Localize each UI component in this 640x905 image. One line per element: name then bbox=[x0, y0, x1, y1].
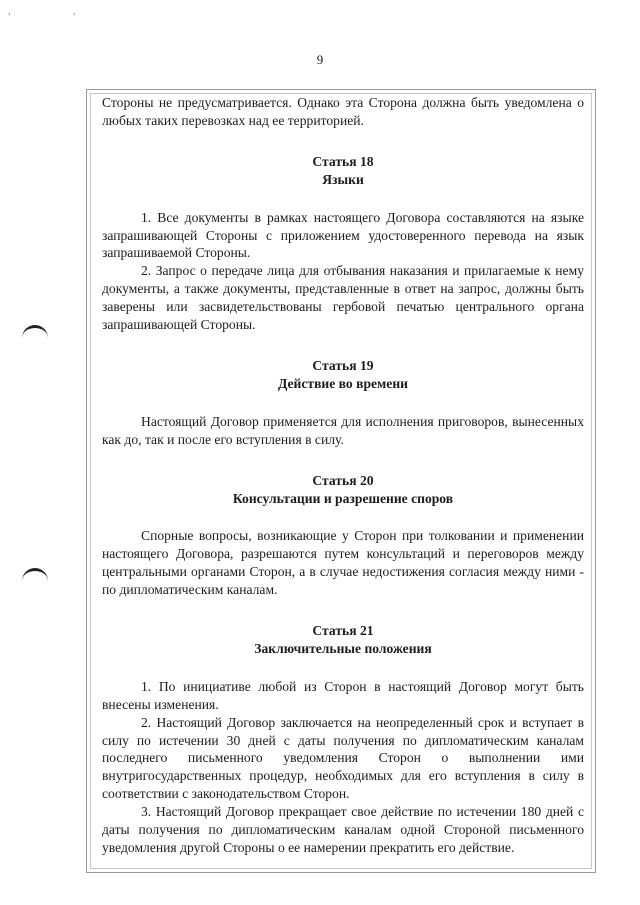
article-paragraph: Настоящий Договор применяется для исполнения приговоров, вынесенных как до, так и после его вступления в силу. bbox=[102, 413, 584, 447]
margin-marks: , , bbox=[8, 6, 106, 17]
article-number: Статья 19 bbox=[312, 357, 374, 373]
article-title: Заключительные положения bbox=[254, 640, 432, 656]
punch-hole-mark bbox=[22, 325, 48, 341]
article-number: Статья 21 bbox=[312, 623, 374, 639]
article-19 bbox=[102, 357, 584, 449]
document-body bbox=[102, 94, 584, 857]
article-title: Действие во времени bbox=[277, 375, 409, 391]
article-paragraph: 3. Настоящий Договор прекращает свое действие по истечении 180 дней с даты получения по дипломатическим каналам одной Стороной письменного уведомления другой Стороны о ее намерении прекратить его действие. bbox=[102, 804, 584, 855]
article-title: Консультации и разрешение споров bbox=[232, 490, 454, 506]
article-paragraph: Спорные вопросы, возникающие у Сторон при толковании и применении настоящего Договора, разрешаются путем консультаций и переговоров между центральными органами Сторон, а в случае недостижения согласия между ними - по дипломатическим каналам. bbox=[102, 528, 584, 598]
article-paragraph: 2. Настоящий Договор заключается на неопределенный срок и вступает в силу по истечении 30 дней с даты получения по дипломатическим каналам последнего письменного уведомления Сторон о выполнении ими внутригосударственных процедур, необходимых для его вступления в силу в соответствии с законодательством Сторон. bbox=[102, 714, 584, 802]
article-number: Статья 20 bbox=[312, 472, 374, 488]
article-18 bbox=[102, 153, 584, 334]
article-number: Статья 18 bbox=[312, 153, 374, 169]
article-title: Языки bbox=[322, 171, 364, 187]
article-paragraph: 1. По инициативе любой из Сторон в настоящий Договор могут быть внесены изменения. bbox=[102, 678, 584, 712]
article-20 bbox=[102, 472, 584, 599]
article-paragraph: 2. Запрос о передаче лица для отбывания наказания и прилагаемые к нему документы, а также документы, представленные в ответ на запрос, должны быть заверены или засвидетельствованы гербовой печатью центрального органа запрашивающей Стороны. bbox=[102, 263, 584, 333]
punch-hole-mark bbox=[22, 568, 48, 584]
page-number: 9 bbox=[316, 52, 324, 67]
article-paragraph: 1. Все документы в рамках настоящего Договора составляются на языке запрашивающей Стороны с приложением удостоверенного перевода на язык запрашиваемой Стороны. bbox=[102, 209, 584, 261]
intro-paragraph: Стороны не предусматривается. Однако эта Сторона должна быть уведомлена о любых таких перевозках над ее территорией. bbox=[102, 95, 584, 128]
article-21 bbox=[102, 622, 584, 857]
